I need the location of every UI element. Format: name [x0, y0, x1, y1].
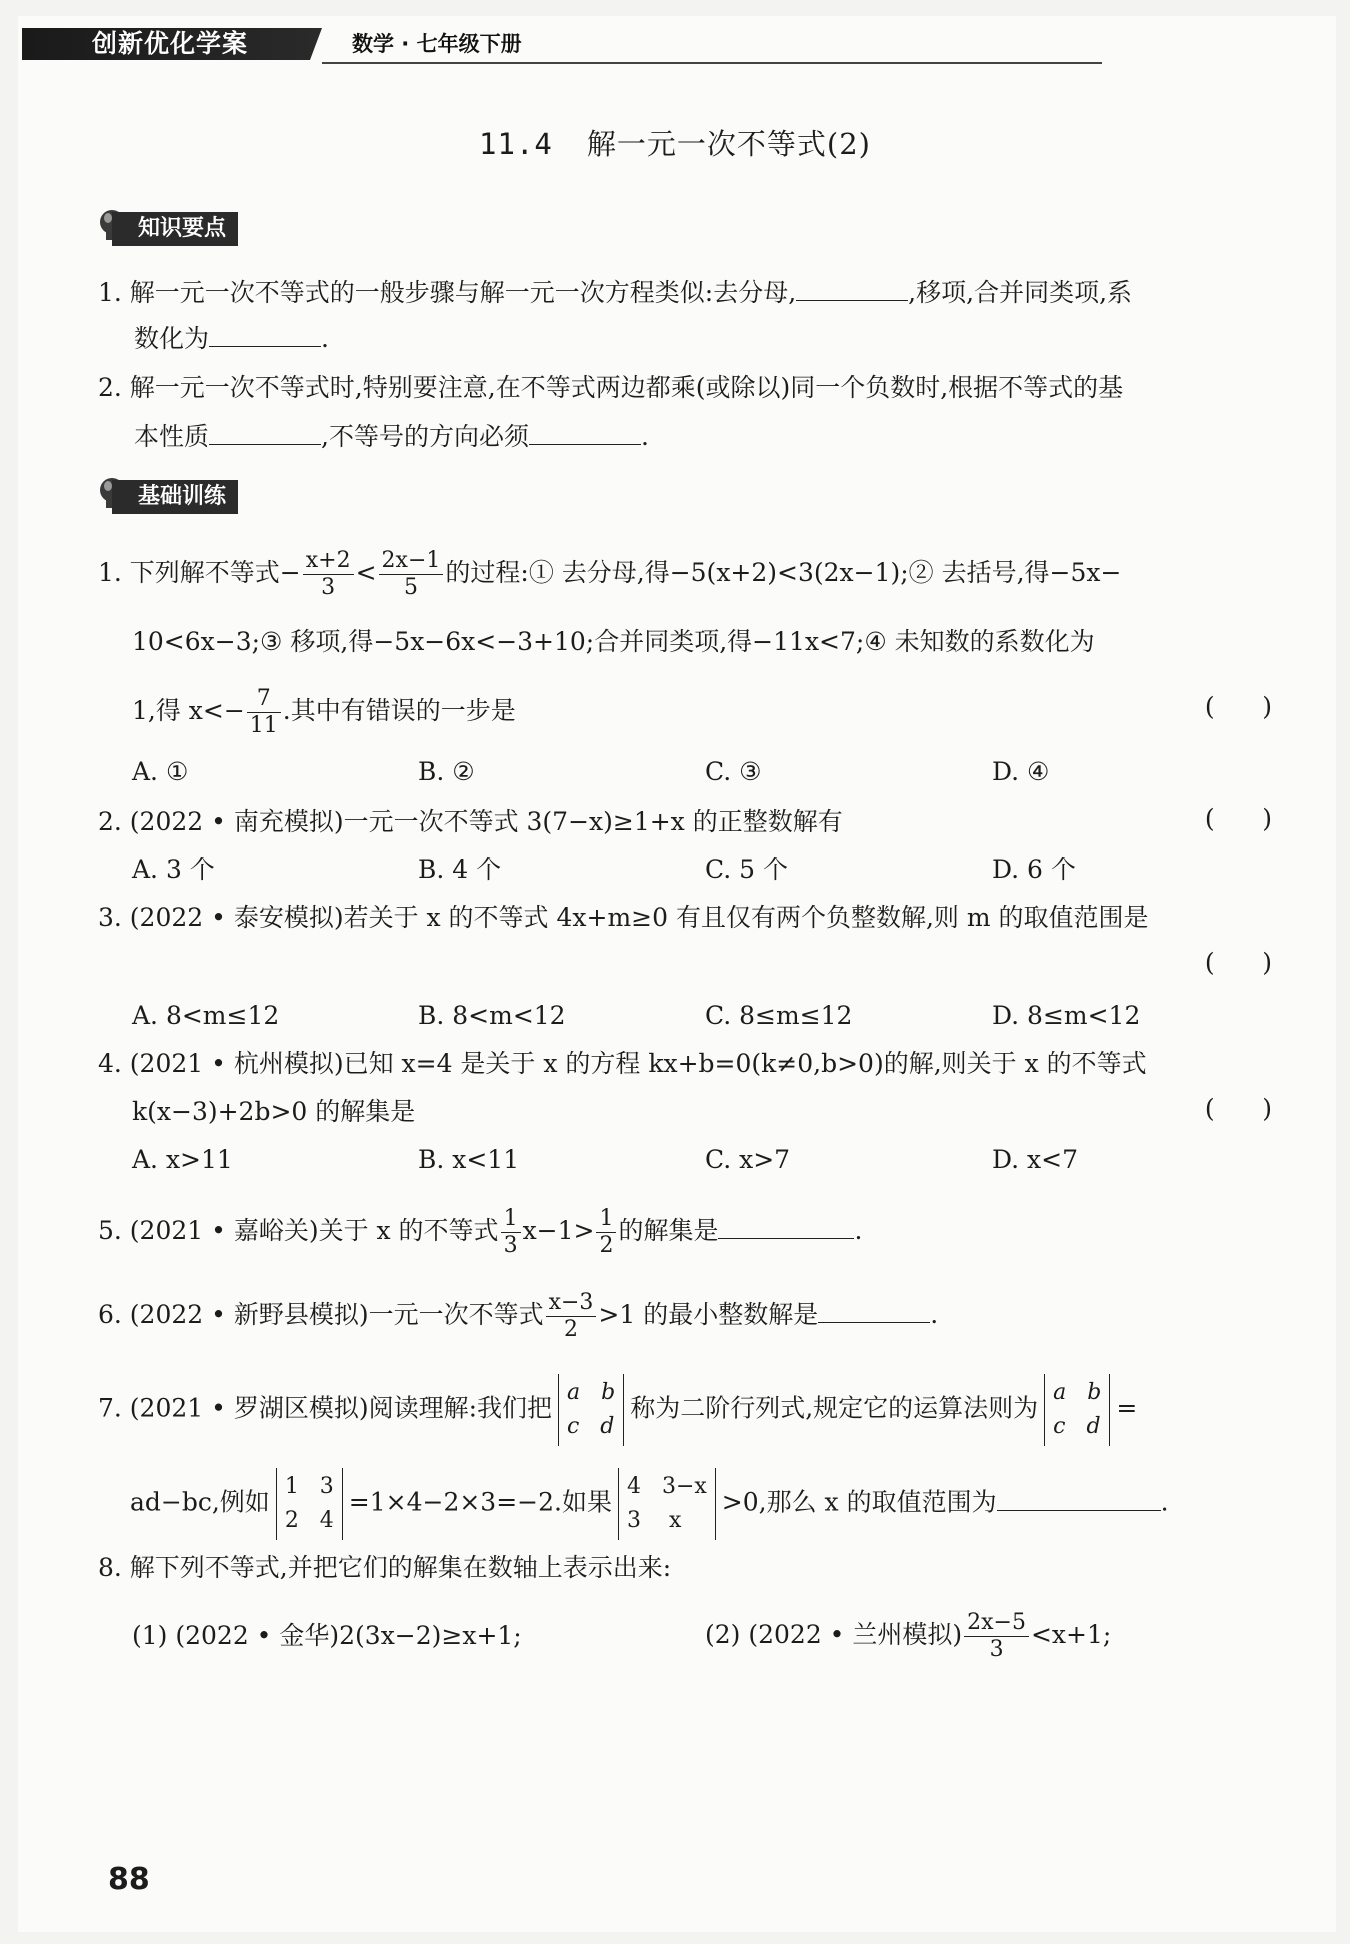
fraction [546, 1290, 597, 1343]
fraction-denominator: 2 [599, 1233, 614, 1258]
determinant-row: 4 3−x [626, 1474, 707, 1499]
fraction-numerator: 7 [247, 686, 281, 713]
header-brand: 创新优化学案 [92, 29, 249, 58]
fraction-numerator: x−3 [546, 1290, 597, 1317]
q7-text-2d: . [1160, 1487, 1169, 1517]
q1-text-pre: 1. 下列解不等式− [98, 558, 301, 587]
answer-blank[interactable] [529, 418, 641, 445]
fraction-numerator: x+2 [303, 548, 354, 575]
fraction [379, 548, 444, 601]
answer-blank[interactable] [209, 320, 321, 347]
fraction-numerator: 2x−5 [964, 1610, 1029, 1637]
question-3: 3. (2022 • 泰安模拟)若关于 x 的不等式 4x+m≥0 有且仅有两个负整数解,则 m 的取值范围是 [98, 903, 1149, 932]
q7-text-a: 7. (2021 • 罗湖区模拟)阅读理解:我们把 [98, 1393, 552, 1423]
determinant [618, 1468, 716, 1540]
answer-blank[interactable] [997, 1484, 1161, 1511]
determinant-row: 2 4 [284, 1508, 334, 1533]
fraction-denominator: 3 [503, 1233, 518, 1258]
determinant-row: a b [567, 1380, 616, 1405]
determinant-row: c d [567, 1414, 615, 1439]
fraction-denominator: 11 [249, 713, 278, 738]
answer-parentheses[interactable]: ( ) [1204, 692, 1272, 721]
answer-blank[interactable] [818, 1296, 930, 1323]
q6-text-b: >1 的最小整数解是 [598, 1300, 819, 1329]
question-6 [98, 1290, 938, 1343]
question-4-line-2: k(x−3)+2b>0 的解集是 [132, 1097, 416, 1126]
header-subject: 数学 · 七年级下册 [352, 32, 522, 56]
option-c[interactable]: C. ③ [705, 757, 762, 786]
q7-text-2b: =1×4−2×3=−2.如果 [348, 1487, 612, 1517]
fraction-denominator: 2 [564, 1317, 578, 1342]
answer-blank[interactable] [796, 274, 908, 301]
q7-text-b: 称为二阶行列式,规定它的运算法则为 [630, 1393, 1039, 1423]
knowledge-2-text-b: 本性质 [134, 422, 210, 451]
question-5 [98, 1206, 862, 1259]
page-number: 88 [108, 1862, 150, 1897]
option-b[interactable]: B. 8<m<12 [418, 1001, 566, 1030]
fraction [501, 1206, 521, 1259]
q7-text-c: = [1116, 1393, 1138, 1423]
fraction-numerator: 1 [501, 1206, 521, 1233]
q5-text-b: x−1> [522, 1216, 595, 1245]
q5-text-a: 5. (2021 • 嘉峪关)关于 x 的不等式 [98, 1216, 499, 1245]
q5-text-c: 的解集是 [618, 1216, 719, 1245]
question-2: 2. (2022 • 南充模拟)一元一次不等式 3(7−x)≥1+x 的正整数解有 [98, 807, 843, 836]
option-a[interactable]: A. ① [132, 757, 189, 786]
q8-part2-text-b: <x+1; [1030, 1620, 1112, 1649]
q1-text-3a: 1,得 x<− [132, 696, 245, 725]
q5-text-d: . [854, 1216, 863, 1245]
question-1-line-1 [98, 548, 1121, 601]
q1-text-3b: .其中有错误的一步是 [282, 696, 516, 725]
determinant-row: a b [1053, 1380, 1102, 1405]
header-rule [322, 62, 1102, 64]
fraction [247, 686, 281, 739]
question-7-line-2 [130, 1468, 1169, 1540]
q7-text-2a: ad−bc,例如 [130, 1487, 270, 1517]
answer-parentheses[interactable]: ( ) [1204, 948, 1272, 977]
lesson-number: 11.4 [479, 127, 553, 161]
section-basic-label: 基础训练 [112, 480, 238, 514]
answer-parentheses[interactable]: ( ) [1204, 804, 1272, 833]
option-a[interactable]: A. x>11 [132, 1145, 233, 1174]
determinant [276, 1468, 343, 1540]
fraction-denominator: 3 [321, 575, 336, 600]
fraction-denominator: 5 [403, 575, 418, 600]
question-7-line-1 [98, 1374, 1137, 1446]
option-d[interactable]: D. ④ [992, 757, 1050, 786]
answer-blank[interactable] [209, 418, 321, 445]
page-header [22, 28, 1292, 60]
fraction-denominator: 3 [989, 1637, 1004, 1662]
determinant-row: 1 3 [284, 1474, 334, 1499]
knowledge-2-text-d: . [640, 422, 649, 451]
answer-blank[interactable] [718, 1212, 854, 1239]
question-8-part-2 [705, 1610, 1111, 1663]
determinant [1044, 1374, 1110, 1446]
question-1-line-3 [132, 686, 516, 739]
option-c[interactable]: C. 5 个 [705, 855, 788, 884]
question-8: 8. 解下列不等式,并把它们的解集在数轴上表示出来: [98, 1553, 672, 1582]
q6-text-c: . [930, 1300, 939, 1329]
q8-part2-text-a: (2) (2022 • 兰州模拟) [705, 1620, 963, 1649]
knowledge-2-text-c: ,不等号的方向必须 [321, 422, 529, 451]
option-b[interactable]: B. 4 个 [418, 855, 502, 884]
option-b[interactable]: B. ② [418, 757, 475, 786]
knowledge-item-1 [98, 274, 1132, 311]
knowledge-1-text-a: 1. 解一元一次不等式的一般步骤与解一元一次方程类似:去分母, [98, 278, 797, 307]
knowledge-item-2: 2. 解一元一次不等式时,特别要注意,在不等式两边都乘(或除以)同一个负数时,根据不等式的基 [98, 373, 1124, 402]
section-knowledge-label: 知识要点 [112, 212, 238, 246]
question-1-line-2: 10<6x−3;③ 移项,得−5x−6x<−3+10;合并同类项,得−11x<7;④ 未知数的系数化为 [132, 627, 1095, 656]
option-c[interactable]: C. 8≤m≤12 [705, 1001, 853, 1030]
knowledge-item-2-cont [134, 418, 649, 455]
question-4-line-1: 4. (2021 • 杭州模拟)已知 x=4 是关于 x 的方程 kx+b=0(k≠0,b>0)的解,则关于 x 的不等式 [98, 1049, 1147, 1078]
q7-text-2c: >0,那么 x 的取值范围为 [721, 1487, 997, 1517]
option-b[interactable]: B. x<11 [418, 1145, 520, 1174]
q1-less-than: < [355, 558, 377, 587]
q6-text-a: 6. (2022 • 新野县模拟)一元一次不等式 [98, 1300, 544, 1329]
fraction-numerator: 2x−1 [379, 548, 444, 575]
option-d[interactable]: D. 8≤m<12 [992, 1001, 1141, 1030]
option-a[interactable]: A. 3 个 [132, 855, 215, 884]
determinant-row: 3 x [626, 1508, 682, 1533]
determinant-row: c d [1053, 1414, 1101, 1439]
question-8-part-1: (1) (2022 • 金华)2(3x−2)≥x+1; [132, 1621, 522, 1650]
knowledge-item-1-cont [134, 320, 329, 357]
option-d[interactable]: D. 6 个 [992, 855, 1076, 884]
lesson-title-text: 解一元一次不等式(2) [586, 127, 871, 161]
lesson-title [0, 122, 1350, 163]
q1-text-post: 的过程:① 去分母,得−5(x+2)<3(2x−1);② 去括号,得−5x− [445, 558, 1122, 587]
option-a[interactable]: A. 8<m≤12 [132, 1001, 280, 1030]
fraction [964, 1610, 1029, 1663]
fraction [596, 1206, 616, 1259]
knowledge-1-text-d: . [321, 324, 329, 353]
answer-parentheses[interactable]: ( ) [1204, 1094, 1272, 1123]
fraction [303, 548, 354, 601]
knowledge-1-text-b: ,移项,合并同类项,系 [908, 278, 1133, 307]
option-c[interactable]: C. x>7 [705, 1145, 791, 1174]
option-d[interactable]: D. x<7 [992, 1145, 1078, 1174]
determinant [558, 1374, 624, 1446]
fraction-numerator: 1 [596, 1206, 616, 1233]
knowledge-1-text-c: 数化为 [134, 324, 210, 353]
